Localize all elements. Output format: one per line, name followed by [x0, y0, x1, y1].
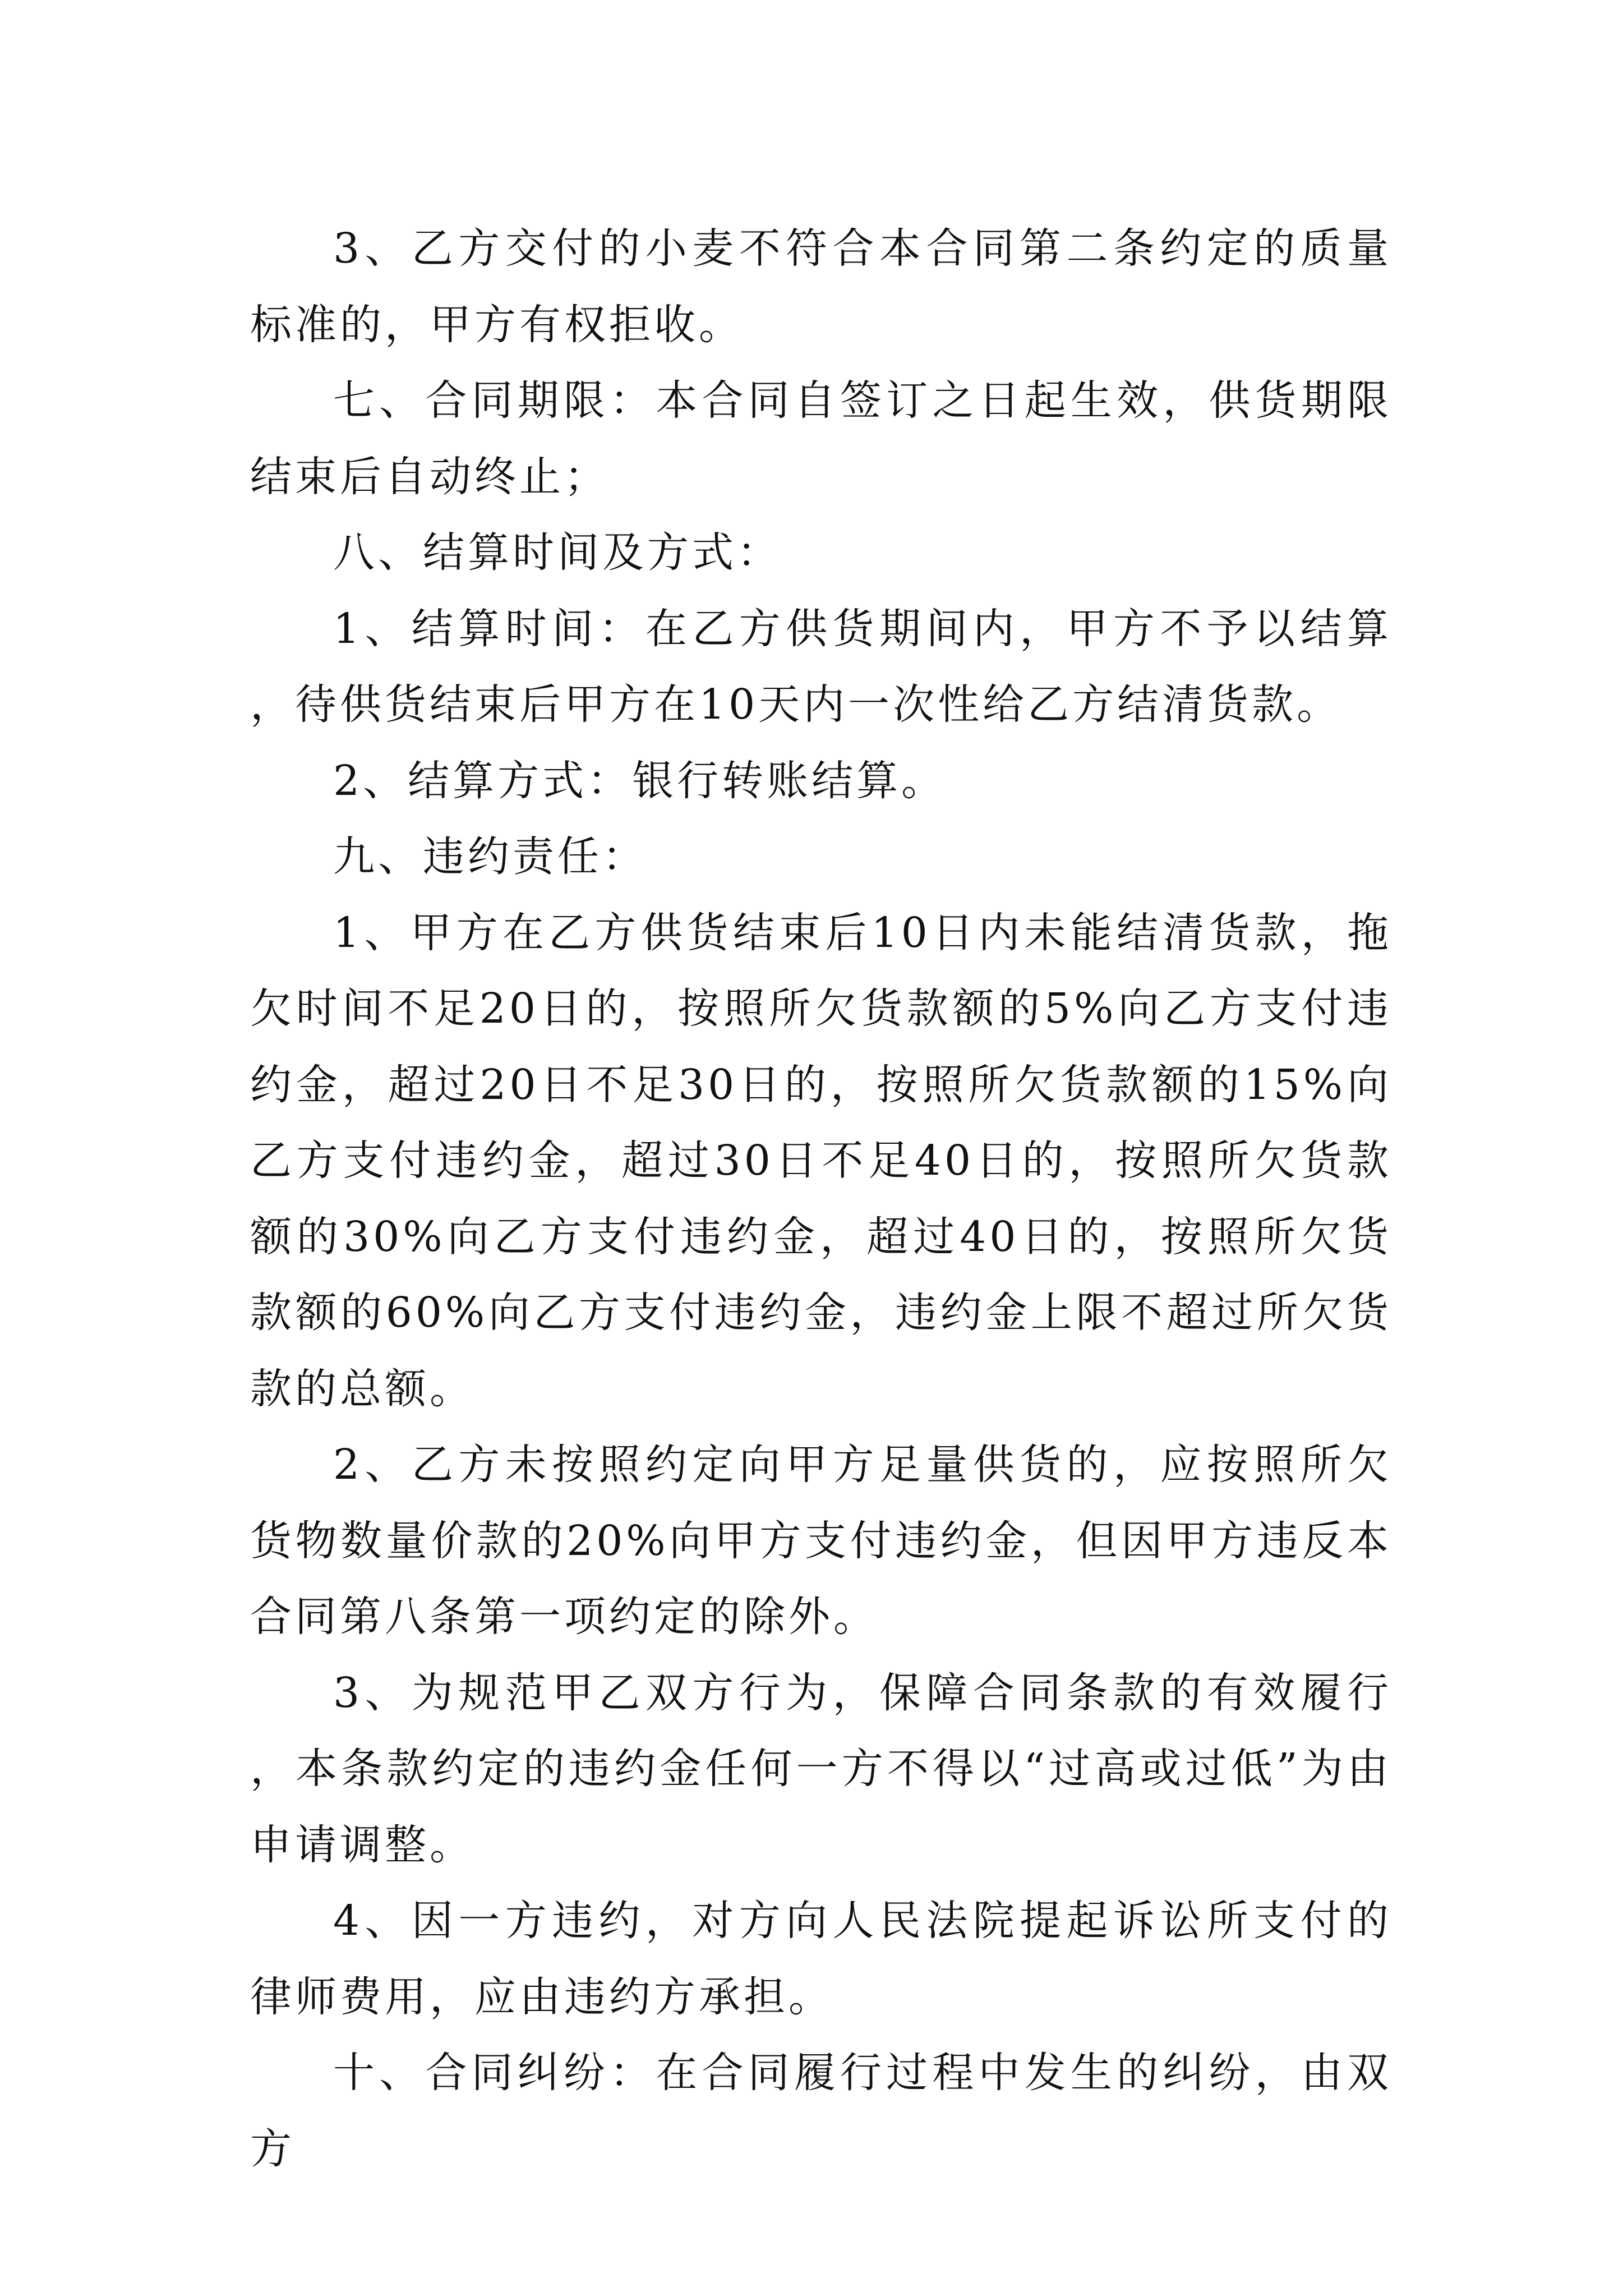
contract-text-body	[250, 211, 1392, 2187]
clause-paragraph: 2、结算方式：银行转账结算。	[333, 756, 947, 805]
clause-paragraph: 3、为规范甲乙双方行为，保障合同条款的有效履行，本条款约定的违约金任何一方不得以“过高或过低”为由申请调整。	[250, 1668, 1392, 1869]
clause-paragraph: 1、甲方在乙方供货结束后10日内未能结清货款，拖欠时间不足20日的，按照所欠货款额的5%向乙方支付违约金，超过20日不足30日的，按照所欠货款额的15%向乙方支付违约金，超过30日不足40日的，按照所欠货款额的30%向乙方支付违约金，超过40日的，按照所欠货款额的60%向乙方支付违约金，违约金上限不超过所欠货款的总额。	[250, 908, 1392, 1413]
clause-paragraph: 1、结算时间：在乙方供货期间内，甲方不予以结算，待供货结束后甲方在10天内一次性给乙方结清货款。	[250, 604, 1392, 729]
clause-paragraph: 4、因一方违约，对方向人民法院提起诉讼所支付的律师费用，应由违约方承担。	[250, 1897, 1392, 2021]
clause-paragraph: 八、结算时间及方式：	[333, 528, 782, 577]
clause-paragraph: 十、合同纠纷：在合同履行过程中发生的纠纷，由双方	[250, 2049, 1392, 2173]
clause-paragraph: 七、合同期限：本合同自签订之日起生效，供货期限结束后自动终止；	[250, 376, 1392, 501]
clause-paragraph: 九、违约责任：	[333, 832, 647, 881]
clause-paragraph: 3、乙方交付的小麦不符合本合同第二条约定的质量标准的，甲方有权拒收。	[250, 224, 1392, 349]
clause-paragraph: 2、乙方未按照约定向甲方足量供货的，应按照所欠货物数量价款的20%向甲方支付违约金，但因甲方违反本合同第八条第一项约定的除外。	[250, 1441, 1392, 1641]
